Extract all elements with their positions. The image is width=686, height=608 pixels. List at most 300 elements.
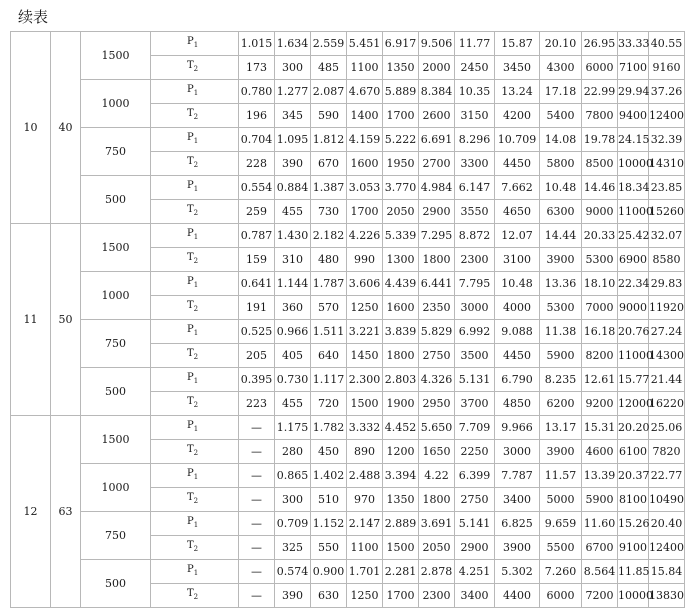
value-cell: 196	[239, 104, 275, 128]
value-cell: 4.251	[455, 560, 495, 584]
value-cell: 5500	[540, 536, 582, 560]
value-cell: 14.46	[582, 176, 618, 200]
value-cell: 27.24	[649, 320, 685, 344]
value-cell: 4200	[495, 104, 540, 128]
value-cell: 1450	[347, 344, 383, 368]
value-cell: 2750	[419, 344, 455, 368]
power-label: $P_1$	[151, 32, 239, 56]
value-cell: 1350	[383, 488, 419, 512]
value-cell: 15.87	[495, 32, 540, 56]
value-cell: 0.554	[239, 176, 275, 200]
value-cell: 12000	[618, 392, 649, 416]
group-param-a-cell: 12	[11, 416, 51, 608]
value-cell: 9100	[618, 536, 649, 560]
value-cell: 990	[347, 248, 383, 272]
value-cell: 7.709	[455, 416, 495, 440]
value-cell: 6700	[582, 536, 618, 560]
value-cell: 2950	[419, 392, 455, 416]
value-cell: 2.889	[383, 512, 419, 536]
value-cell: 4000	[495, 296, 540, 320]
value-cell: 20.33	[582, 224, 618, 248]
value-cell: 25.42	[618, 224, 649, 248]
value-cell: 40.55	[649, 32, 685, 56]
value-cell: 16.18	[582, 320, 618, 344]
value-cell: 730	[311, 200, 347, 224]
power-label: $P_1$	[151, 224, 239, 248]
value-cell: 2050	[383, 200, 419, 224]
value-cell: 3.394	[383, 464, 419, 488]
speed-cell: 1500	[81, 224, 151, 272]
value-cell: 11000	[618, 344, 649, 368]
value-cell: 3400	[495, 488, 540, 512]
power-label: $P_1$	[151, 464, 239, 488]
value-cell: 2000	[419, 56, 455, 80]
torque-label: $T_2$	[151, 296, 239, 320]
value-cell: 1.701	[347, 560, 383, 584]
value-cell: 3.606	[347, 272, 383, 296]
speed-cell: 1000	[81, 464, 151, 512]
power-label: $P_1$	[151, 320, 239, 344]
value-cell: 1250	[347, 584, 383, 608]
value-cell: 405	[275, 344, 311, 368]
value-cell: 4400	[495, 584, 540, 608]
value-cell: 4300	[540, 56, 582, 80]
value-cell: 5400	[540, 104, 582, 128]
value-cell: 4850	[495, 392, 540, 416]
value-cell: 3700	[455, 392, 495, 416]
value-cell: 2.559	[311, 32, 347, 56]
value-cell: 7800	[582, 104, 618, 128]
value-cell: 13830	[649, 584, 685, 608]
value-cell: 1.175	[275, 416, 311, 440]
value-cell: 1.812	[311, 128, 347, 152]
value-cell: 0.704	[239, 128, 275, 152]
value-cell: 5.302	[495, 560, 540, 584]
torque-label: $T_2$	[151, 56, 239, 80]
value-cell: 970	[347, 488, 383, 512]
value-cell: 5.141	[455, 512, 495, 536]
value-cell: 4.326	[419, 368, 455, 392]
value-cell: 3000	[455, 296, 495, 320]
value-cell: 6000	[540, 584, 582, 608]
value-cell: 3500	[455, 344, 495, 368]
value-cell: 1800	[383, 344, 419, 368]
value-cell: 2.300	[347, 368, 383, 392]
value-cell: 4450	[495, 152, 540, 176]
value-cell: 14310	[649, 152, 685, 176]
value-cell: 13.39	[582, 464, 618, 488]
value-cell: 8500	[582, 152, 618, 176]
value-cell: 2350	[419, 296, 455, 320]
speed-cell: 500	[81, 560, 151, 608]
value-cell: 5.889	[383, 80, 419, 104]
value-cell: 22.99	[582, 80, 618, 104]
value-cell: 2700	[419, 152, 455, 176]
value-cell: 2250	[455, 440, 495, 464]
value-cell: 11000	[618, 200, 649, 224]
value-cell: 15.26	[618, 512, 649, 536]
value-cell: 223	[239, 392, 275, 416]
value-cell: 18.10	[582, 272, 618, 296]
value-cell: 390	[275, 152, 311, 176]
table-row	[11, 560, 685, 584]
value-cell: 345	[275, 104, 311, 128]
value-cell: 6.825	[495, 512, 540, 536]
value-cell: 15.84	[649, 560, 685, 584]
value-cell: 228	[239, 152, 275, 176]
value-cell: 3.332	[347, 416, 383, 440]
value-cell: 6.992	[455, 320, 495, 344]
value-cell: 20.10	[540, 32, 582, 56]
value-cell: 2450	[455, 56, 495, 80]
value-cell: 15.31	[582, 416, 618, 440]
value-cell: 205	[239, 344, 275, 368]
value-cell: 0.780	[239, 80, 275, 104]
table-row	[11, 272, 685, 296]
speed-cell: 1500	[81, 32, 151, 80]
power-label: $P_1$	[151, 416, 239, 440]
value-cell: 3.691	[419, 512, 455, 536]
table-row	[11, 32, 685, 56]
table-row	[11, 80, 685, 104]
value-cell: 1.787	[311, 272, 347, 296]
value-cell: 0.884	[275, 176, 311, 200]
value-cell: —	[239, 584, 275, 608]
value-cell: 15260	[649, 200, 685, 224]
torque-label: $T_2$	[151, 488, 239, 512]
group-param-b-cell: 40	[51, 32, 81, 224]
value-cell: 9400	[618, 104, 649, 128]
table-row	[11, 128, 685, 152]
value-cell: 173	[239, 56, 275, 80]
value-cell: 14.08	[540, 128, 582, 152]
value-cell: 8580	[649, 248, 685, 272]
value-cell: 9.506	[419, 32, 455, 56]
value-cell: 10.48	[495, 272, 540, 296]
value-cell: 300	[275, 56, 311, 80]
value-cell: 10.48	[540, 176, 582, 200]
value-cell: 10.35	[455, 80, 495, 104]
value-cell: 4600	[582, 440, 618, 464]
value-cell: 1700	[383, 104, 419, 128]
value-cell: 1.402	[311, 464, 347, 488]
value-cell: 0.709	[275, 512, 311, 536]
value-cell: 3.221	[347, 320, 383, 344]
value-cell: —	[239, 488, 275, 512]
value-cell: 3300	[455, 152, 495, 176]
value-cell: 0.787	[239, 224, 275, 248]
value-cell: 1.634	[275, 32, 311, 56]
power-label: $P_1$	[151, 176, 239, 200]
value-cell: 0.641	[239, 272, 275, 296]
value-cell: 1700	[383, 584, 419, 608]
value-cell: 13.36	[540, 272, 582, 296]
value-cell: 2.087	[311, 80, 347, 104]
value-cell: 1500	[347, 392, 383, 416]
value-cell: 4.439	[383, 272, 419, 296]
value-cell: 2.878	[419, 560, 455, 584]
value-cell: 1.430	[275, 224, 311, 248]
value-cell: 1650	[419, 440, 455, 464]
value-cell: 6000	[582, 56, 618, 80]
value-cell: 11.57	[540, 464, 582, 488]
table-body	[11, 32, 685, 608]
value-cell: 8.872	[455, 224, 495, 248]
value-cell: 2.803	[383, 368, 419, 392]
value-cell: 6.691	[419, 128, 455, 152]
value-cell: 1250	[347, 296, 383, 320]
value-cell: 1.117	[311, 368, 347, 392]
value-cell: 7100	[618, 56, 649, 80]
value-cell: 15.77	[618, 368, 649, 392]
speed-cell: 1500	[81, 416, 151, 464]
value-cell: 32.07	[649, 224, 685, 248]
value-cell: 5.131	[455, 368, 495, 392]
group-param-b-cell: 50	[51, 224, 81, 416]
value-cell: 1300	[383, 248, 419, 272]
value-cell: 7.662	[495, 176, 540, 200]
value-cell: 0.525	[239, 320, 275, 344]
value-cell: 1100	[347, 56, 383, 80]
value-cell: 0.730	[275, 368, 311, 392]
value-cell: 20.40	[649, 512, 685, 536]
value-cell: 7.795	[455, 272, 495, 296]
value-cell: 4.670	[347, 80, 383, 104]
value-cell: 2750	[455, 488, 495, 512]
torque-label: $T_2$	[151, 536, 239, 560]
value-cell: 6100	[618, 440, 649, 464]
value-cell: 5300	[540, 296, 582, 320]
value-cell: 11.60	[582, 512, 618, 536]
torque-label: $T_2$	[151, 248, 239, 272]
value-cell: 22.34	[618, 272, 649, 296]
value-cell: 3000	[495, 440, 540, 464]
value-cell: 9.966	[495, 416, 540, 440]
value-cell: 5.451	[347, 32, 383, 56]
value-cell: 1400	[347, 104, 383, 128]
value-cell: —	[239, 512, 275, 536]
torque-label: $T_2$	[151, 200, 239, 224]
value-cell: 3150	[455, 104, 495, 128]
value-cell: 455	[275, 200, 311, 224]
value-cell: 6.441	[419, 272, 455, 296]
value-cell: 7.260	[540, 560, 582, 584]
value-cell: 1.277	[275, 80, 311, 104]
value-cell: 16220	[649, 392, 685, 416]
value-cell: 8200	[582, 344, 618, 368]
value-cell: 390	[275, 584, 311, 608]
torque-label: $T_2$	[151, 344, 239, 368]
value-cell: —	[239, 536, 275, 560]
value-cell: 3550	[455, 200, 495, 224]
value-cell: 26.95	[582, 32, 618, 56]
value-cell: 1.511	[311, 320, 347, 344]
value-cell: 1950	[383, 152, 419, 176]
table-row	[11, 320, 685, 344]
value-cell: 0.574	[275, 560, 311, 584]
value-cell: 360	[275, 296, 311, 320]
value-cell: 3900	[495, 536, 540, 560]
value-cell: 2.182	[311, 224, 347, 248]
value-cell: 11920	[649, 296, 685, 320]
value-cell: 6.917	[383, 32, 419, 56]
value-cell: 1200	[383, 440, 419, 464]
value-cell: 1.144	[275, 272, 311, 296]
value-cell: 1100	[347, 536, 383, 560]
value-cell: 22.77	[649, 464, 685, 488]
value-cell: 20.20	[618, 416, 649, 440]
power-label: $P_1$	[151, 272, 239, 296]
value-cell: 2300	[455, 248, 495, 272]
power-label: $P_1$	[151, 368, 239, 392]
value-cell: 280	[275, 440, 311, 464]
value-cell: 1.095	[275, 128, 311, 152]
power-label: $P_1$	[151, 128, 239, 152]
torque-label: $T_2$	[151, 440, 239, 464]
value-cell: 12.61	[582, 368, 618, 392]
value-cell: 9200	[582, 392, 618, 416]
torque-label: $T_2$	[151, 152, 239, 176]
value-cell: 1800	[419, 248, 455, 272]
power-label: $P_1$	[151, 560, 239, 584]
torque-label: $T_2$	[151, 392, 239, 416]
value-cell: 1.152	[311, 512, 347, 536]
page-title: 续表	[18, 8, 49, 26]
value-cell: 18.34	[618, 176, 649, 200]
value-cell: 8.235	[540, 368, 582, 392]
value-cell: 9.659	[540, 512, 582, 536]
speed-cell: 750	[81, 128, 151, 176]
value-cell: —	[239, 464, 275, 488]
value-cell: —	[239, 416, 275, 440]
value-cell: 5000	[540, 488, 582, 512]
value-cell: 9000	[582, 200, 618, 224]
value-cell: 6.147	[455, 176, 495, 200]
value-cell: 3100	[495, 248, 540, 272]
value-cell: 7200	[582, 584, 618, 608]
value-cell: 9000	[618, 296, 649, 320]
value-cell: 0.865	[275, 464, 311, 488]
value-cell: 1600	[383, 296, 419, 320]
value-cell: 5900	[582, 488, 618, 512]
value-cell: 630	[311, 584, 347, 608]
value-cell: 2900	[455, 536, 495, 560]
value-cell: 5.650	[419, 416, 455, 440]
value-cell: 8.296	[455, 128, 495, 152]
value-cell: 5900	[540, 344, 582, 368]
value-cell: 3.770	[383, 176, 419, 200]
value-cell: 1350	[383, 56, 419, 80]
value-cell: —	[239, 440, 275, 464]
value-cell: 670	[311, 152, 347, 176]
speed-cell: 750	[81, 512, 151, 560]
value-cell: 1600	[347, 152, 383, 176]
speed-cell: 1000	[81, 272, 151, 320]
value-cell: 4.226	[347, 224, 383, 248]
value-cell: 11.85	[618, 560, 649, 584]
value-cell: 3900	[540, 248, 582, 272]
value-cell: 33.33	[618, 32, 649, 56]
value-cell: 1700	[347, 200, 383, 224]
value-cell: 19.78	[582, 128, 618, 152]
value-cell: 5.222	[383, 128, 419, 152]
value-cell: 485	[311, 56, 347, 80]
value-cell: 13.24	[495, 80, 540, 104]
value-cell: 8.564	[582, 560, 618, 584]
value-cell: 590	[311, 104, 347, 128]
value-cell: 570	[311, 296, 347, 320]
value-cell: 6.790	[495, 368, 540, 392]
value-cell: 720	[311, 392, 347, 416]
value-cell: 6300	[540, 200, 582, 224]
value-cell: 7.295	[419, 224, 455, 248]
value-cell: 8100	[618, 488, 649, 512]
group-param-a-cell: 10	[11, 32, 51, 224]
value-cell: 23.85	[649, 176, 685, 200]
value-cell: 550	[311, 536, 347, 560]
group-param-a-cell: 11	[11, 224, 51, 416]
value-cell: 10000	[618, 584, 649, 608]
value-cell: 12400	[649, 536, 685, 560]
value-cell: 2.147	[347, 512, 383, 536]
table-row	[11, 368, 685, 392]
value-cell: 2600	[419, 104, 455, 128]
value-cell: 10.709	[495, 128, 540, 152]
value-cell: 7000	[582, 296, 618, 320]
value-cell: 20.37	[618, 464, 649, 488]
value-cell: 3.053	[347, 176, 383, 200]
value-cell: 6.399	[455, 464, 495, 488]
value-cell: 2050	[419, 536, 455, 560]
value-cell: 1.782	[311, 416, 347, 440]
value-cell: 1900	[383, 392, 419, 416]
value-cell: 11.38	[540, 320, 582, 344]
value-cell: 310	[275, 248, 311, 272]
value-cell: 7820	[649, 440, 685, 464]
value-cell: 2300	[419, 584, 455, 608]
value-cell: 3900	[540, 440, 582, 464]
value-cell: 5300	[582, 248, 618, 272]
value-cell: 24.15	[618, 128, 649, 152]
value-cell: 325	[275, 536, 311, 560]
table-row	[11, 176, 685, 200]
value-cell: 890	[347, 440, 383, 464]
value-cell: 0.395	[239, 368, 275, 392]
value-cell: 3450	[495, 56, 540, 80]
value-cell: 9160	[649, 56, 685, 80]
value-cell: 0.966	[275, 320, 311, 344]
table-row	[11, 464, 685, 488]
value-cell: 0.900	[311, 560, 347, 584]
value-cell: 5.339	[383, 224, 419, 248]
value-cell: —	[239, 560, 275, 584]
value-cell: 12400	[649, 104, 685, 128]
value-cell: 2.281	[383, 560, 419, 584]
speed-cell: 1000	[81, 80, 151, 128]
value-cell: 10000	[618, 152, 649, 176]
value-cell: 4650	[495, 200, 540, 224]
value-cell: 3.839	[383, 320, 419, 344]
value-cell: 4.159	[347, 128, 383, 152]
value-cell: 13.17	[540, 416, 582, 440]
value-cell: 1.387	[311, 176, 347, 200]
value-cell: 4.452	[383, 416, 419, 440]
value-cell: 450	[311, 440, 347, 464]
value-cell: 3400	[455, 584, 495, 608]
value-cell: 300	[275, 488, 311, 512]
speed-cell: 500	[81, 368, 151, 416]
value-cell: 29.94	[618, 80, 649, 104]
